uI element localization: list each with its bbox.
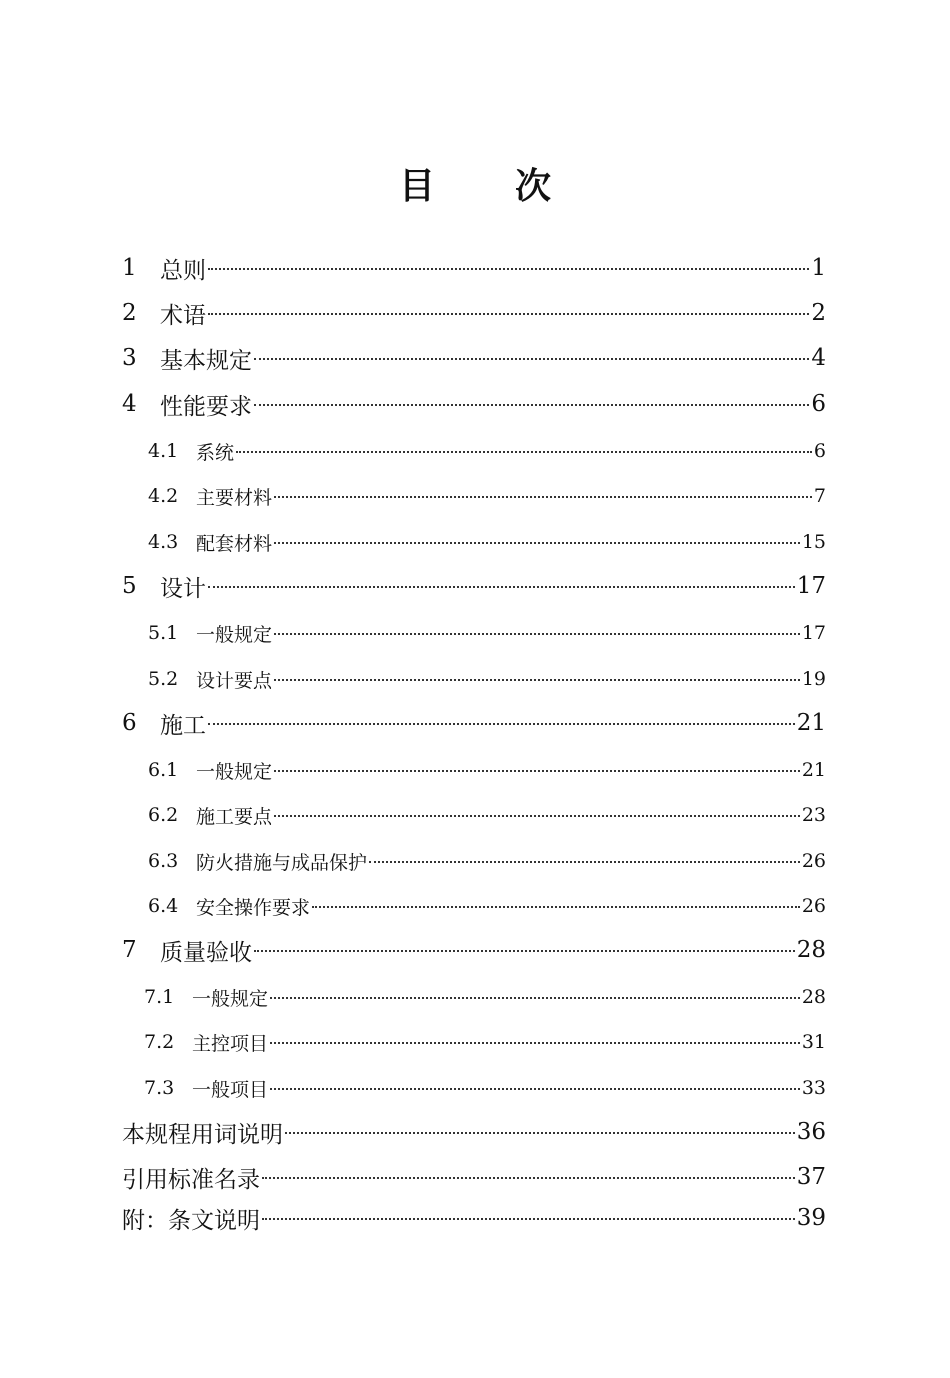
toc-entry-6-3[interactable] bbox=[148, 846, 826, 876]
dot-leader bbox=[208, 708, 795, 738]
toc-entry-label: 本规程用词说明 bbox=[122, 1121, 283, 1148]
toc-entry-page: 17 bbox=[796, 573, 826, 599]
dot-leader bbox=[208, 571, 795, 601]
title-char-1: 目 bbox=[398, 165, 435, 207]
toc-entry-7-1[interactable] bbox=[144, 982, 826, 1012]
dot-leader bbox=[274, 618, 800, 648]
toc-entry-number: 6.3 bbox=[148, 850, 179, 872]
toc-entry-number: 6.4 bbox=[148, 895, 179, 917]
toc-entry-label: 一般规定 bbox=[196, 623, 273, 646]
toc-entry-page: 7 bbox=[813, 485, 826, 507]
toc-entry-page: 33 bbox=[801, 1077, 826, 1099]
toc-entry-appendix[interactable] bbox=[122, 1203, 826, 1233]
toc-entry-number: 7.3 bbox=[144, 1077, 175, 1099]
toc-entry-label: 性能要求 bbox=[160, 393, 252, 420]
toc-entry-number: 4 bbox=[122, 391, 137, 417]
toc-entry-number: 5.1 bbox=[148, 622, 179, 644]
toc-entry-4[interactable] bbox=[122, 389, 826, 419]
dot-leader bbox=[208, 253, 809, 283]
dot-leader bbox=[262, 1162, 795, 1192]
toc-entry-wording-explanation[interactable] bbox=[122, 1117, 826, 1147]
toc-entry-1[interactable] bbox=[122, 253, 826, 283]
toc-entry-page: 21 bbox=[796, 710, 826, 736]
toc-entry-label: 基本规定 bbox=[160, 347, 252, 374]
toc-entry-label: 引用标准名录 bbox=[122, 1166, 260, 1193]
toc-entry-label: 设计 bbox=[160, 575, 206, 602]
toc-entry-page: 37 bbox=[796, 1164, 826, 1190]
toc-entry-label: 设计要点 bbox=[196, 669, 273, 692]
toc-entry-label: 施工要点 bbox=[196, 805, 273, 828]
toc-entry-page: 4 bbox=[811, 345, 826, 371]
toc-entry-5-2[interactable] bbox=[148, 664, 826, 694]
dot-leader bbox=[369, 846, 800, 876]
toc-entry-number: 1 bbox=[122, 255, 137, 281]
toc-entry-page: 23 bbox=[801, 804, 826, 826]
dot-leader bbox=[270, 1027, 800, 1057]
toc-entry-number: 2 bbox=[122, 300, 137, 326]
toc-entry-label: 附：条文说明 bbox=[122, 1207, 260, 1234]
toc-entry-page: 26 bbox=[801, 895, 826, 917]
toc-entry-5[interactable] bbox=[122, 571, 826, 601]
dot-leader bbox=[254, 935, 795, 965]
toc-entry-label: 配套材料 bbox=[196, 532, 273, 555]
toc-entry-number: 6 bbox=[122, 710, 137, 736]
toc-entry-6[interactable] bbox=[122, 708, 826, 738]
toc-entry-number: 4.2 bbox=[148, 485, 179, 507]
toc-entry-page: 21 bbox=[801, 759, 826, 781]
toc-entry-4-2[interactable] bbox=[148, 481, 826, 511]
toc-entry-label: 一般规定 bbox=[192, 987, 269, 1010]
dot-leader bbox=[285, 1117, 795, 1147]
toc-entry-label: 施工 bbox=[160, 712, 206, 739]
toc-entry-number: 4.3 bbox=[148, 531, 179, 553]
toc-entry-page: 36 bbox=[796, 1119, 826, 1145]
toc-entry-page: 6 bbox=[811, 391, 826, 417]
toc-entry-number: 5 bbox=[122, 573, 137, 599]
toc-entry-number: 7.1 bbox=[144, 986, 175, 1008]
dot-leader bbox=[274, 800, 800, 830]
dot-leader bbox=[262, 1203, 795, 1233]
dot-leader bbox=[274, 755, 800, 785]
dot-leader bbox=[254, 389, 809, 419]
toc-entry-number: 6.1 bbox=[148, 759, 179, 781]
title-char-2: 次 bbox=[515, 165, 552, 207]
toc-entry-number: 5.2 bbox=[148, 668, 179, 690]
toc-entry-page: 19 bbox=[801, 668, 826, 690]
dot-leader bbox=[270, 982, 800, 1012]
toc-entry-page: 1 bbox=[811, 255, 826, 281]
toc-entry-referenced-standards[interactable] bbox=[122, 1162, 826, 1192]
toc-entry-page: 28 bbox=[796, 937, 826, 963]
toc-entry-label: 一般项目 bbox=[192, 1078, 269, 1101]
toc-entry-page: 28 bbox=[801, 986, 826, 1008]
toc-entry-label: 术语 bbox=[160, 302, 206, 329]
dot-leader bbox=[312, 891, 800, 921]
toc-entry-3[interactable] bbox=[122, 343, 826, 373]
toc-entry-6-4[interactable] bbox=[148, 891, 826, 921]
toc-entry-label: 安全操作要求 bbox=[196, 896, 311, 919]
toc-entry-number: 7.2 bbox=[144, 1031, 175, 1053]
toc-entry-page: 26 bbox=[801, 850, 826, 872]
toc-entry-page: 39 bbox=[796, 1205, 826, 1231]
toc-entry-label: 系统 bbox=[196, 441, 235, 464]
toc-entry-label: 质量验收 bbox=[160, 939, 252, 966]
toc-entry-5-1[interactable] bbox=[148, 618, 826, 648]
toc-entry-page: 15 bbox=[801, 531, 826, 553]
toc-entry-page: 31 bbox=[801, 1031, 826, 1053]
toc-entry-number: 6.2 bbox=[148, 804, 179, 826]
toc-entry-4-1[interactable] bbox=[148, 436, 826, 466]
toc-entry-4-3[interactable] bbox=[148, 527, 826, 557]
toc-entry-number: 3 bbox=[122, 345, 137, 371]
toc-entry-7[interactable] bbox=[122, 935, 826, 965]
dot-leader bbox=[270, 1073, 800, 1103]
toc-entry-label: 主控项目 bbox=[192, 1032, 269, 1055]
dot-leader bbox=[236, 436, 812, 466]
toc-entry-2[interactable] bbox=[122, 298, 826, 328]
toc-entry-label: 总则 bbox=[160, 257, 206, 284]
toc-entry-page: 17 bbox=[801, 622, 826, 644]
toc-entry-number: 7 bbox=[122, 937, 137, 963]
toc-entry-label: 主要材料 bbox=[196, 486, 273, 509]
toc-entry-7-3[interactable] bbox=[144, 1073, 826, 1103]
toc-entry-7-2[interactable] bbox=[144, 1027, 826, 1057]
toc-entry-page: 2 bbox=[811, 300, 826, 326]
dot-leader bbox=[274, 481, 812, 511]
dot-leader bbox=[208, 298, 809, 328]
toc-entry-label: 防火措施与成品保护 bbox=[196, 851, 368, 874]
dot-leader bbox=[274, 527, 800, 557]
toc-entry-6-1[interactable] bbox=[148, 755, 826, 785]
toc-entry-page: 6 bbox=[813, 440, 826, 462]
dot-leader bbox=[274, 664, 800, 694]
toc-entry-number: 4.1 bbox=[148, 440, 179, 462]
dot-leader bbox=[254, 343, 809, 373]
toc-entry-label: 一般规定 bbox=[196, 760, 273, 783]
toc-entry-6-2[interactable] bbox=[148, 800, 826, 830]
